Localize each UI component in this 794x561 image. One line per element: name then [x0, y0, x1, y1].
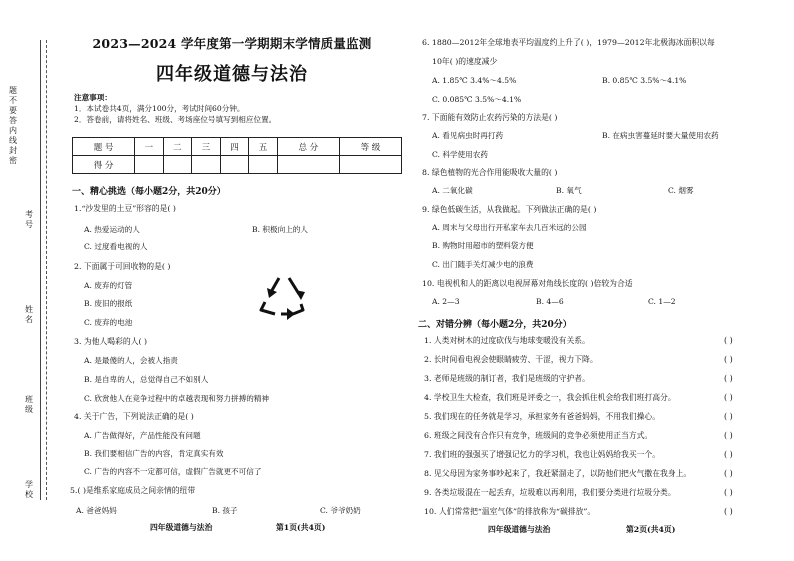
xingming-label: 姓名	[25, 305, 33, 324]
recycle-icon	[257, 270, 313, 322]
judge-5: 5. 我们现在的任务就是学习，承担家务有爸爸妈妈，不用我们操心。	[424, 412, 661, 421]
score-cell: 三	[192, 138, 221, 156]
q4-option-a: A. 广告做得好，产品性能没有问题	[84, 431, 201, 440]
question-3: 3. 为他人喝彩的人( )	[74, 337, 148, 346]
q3-option-a: A. 是最傻的人，会被人指责	[84, 356, 178, 365]
q2-option-c: C. 废弃的电池	[84, 318, 133, 327]
question-5: 5.( )是维系家庭成员之间亲情的纽带	[70, 486, 196, 495]
no-answer-label: 题不要答内线封密	[9, 86, 17, 165]
section-1-heading: 一、精心挑选（每小题2分，共20分）	[72, 187, 226, 197]
q10-option-b: B. 4—6	[536, 297, 564, 306]
score-cell: 二	[163, 138, 192, 156]
footer-page-right: 第2页(共4页)	[626, 525, 676, 534]
q9-option-b: B. 购物时用超市的塑料袋方便	[432, 241, 534, 250]
score-cell: 四	[220, 138, 249, 156]
judge-5-answer[interactable]: ( )	[724, 412, 733, 421]
note-2: 2．答卷前，请将姓名、班级、考场座位号填写到相应位置。	[74, 115, 277, 124]
q10-option-c: C. 1—2	[648, 297, 676, 306]
q9-option-a: A. 周末与父母出行开私家车去几百米远的公园	[432, 223, 587, 232]
score-cell: 总 分	[277, 138, 339, 156]
judge-8: 8. 见父母因为家务事吵起来了，我赶紧溜走了，以防他们把火气撒在我身上。	[424, 469, 692, 478]
q10-option-a: A. 2—3	[432, 297, 460, 306]
q4-option-c: C. 广告的内容不一定都可信，虚假广告就更不可信了	[84, 467, 262, 476]
question-8: 8. 绿色植物的光合作用能吸收大量的( )	[422, 168, 558, 177]
question-6: 6. 1880—2012年全球地表平均温度约上升了( )，1979—2012年北极海冰面积以每	[422, 38, 715, 47]
score-cell: 等 级	[339, 138, 401, 156]
judge-3: 3. 老师是班级的制订者，我们是班级的守护者。	[424, 374, 590, 383]
q3-option-b: B. 是自卑的人，总觉得自己不如别人	[84, 375, 209, 384]
section-2-heading: 二、对错分辨（每小题2分，共20分）	[418, 320, 572, 330]
score-cell: 得 分	[73, 156, 135, 174]
judge-2-answer[interactable]: ( )	[724, 355, 733, 364]
q5-option-a: A. 爸爸妈妈	[76, 506, 117, 515]
xuexiao-label: 学校	[25, 480, 33, 499]
q7-option-a: A. 看见病虫时再打药	[432, 131, 504, 140]
score-table-score-row	[73, 156, 402, 174]
question-10: 10. 电视机和人的距离以电视屏幕对角线长度的( )倍较为合适	[422, 279, 633, 288]
score-input-cell[interactable]	[135, 156, 164, 174]
binding-margin	[0, 0, 62, 561]
score-table	[72, 137, 402, 174]
judge-8-answer[interactable]: ( )	[724, 469, 733, 478]
seal-line	[40, 40, 41, 500]
judge-4: 4. 学校卫生大检查，我们班是评委之一，我会抓住机会给我们班打高分。	[424, 393, 676, 402]
score-input-cell[interactable]	[220, 156, 249, 174]
q8-option-c: C. 烟雾	[668, 186, 694, 195]
q3-option-c: C. 欣赏他人在竞争过程中的卓越表现和努力拼搏的精神	[84, 394, 270, 403]
question-4: 4. 关于广告，下列说法正确的是( )	[74, 412, 194, 421]
q6-option-a: A. 1.85℃ 3.4%～4.5%	[432, 76, 517, 85]
q7-option-c: C. 科学使用农药	[432, 150, 488, 159]
question-9: 9. 绿色低碳生活，从我做起。下列做法正确的是( )	[422, 205, 597, 214]
score-input-cell[interactable]	[163, 156, 192, 174]
q6-option-c: C. 0.085℃ 3.5%～4.1%	[432, 95, 522, 104]
score-input-cell[interactable]	[277, 156, 339, 174]
question-1: 1.“沙发里的土豆”形容的是( )	[74, 204, 176, 213]
q9-option-c: C. 出门随手关灯减少电的浪费	[432, 260, 534, 269]
q1-option-c: C. 过度看电视的人	[84, 242, 148, 251]
judge-10: 10. 人们常常把“温室气体”的排放称为“碳排放”。	[424, 507, 596, 516]
q7-option-b: B. 在病虫害蔓延时要大量使用农药	[602, 131, 719, 140]
q8-option-a: A. 二氧化碳	[432, 186, 473, 195]
score-table-header-row	[73, 138, 402, 156]
q4-option-b: B. 我们要相信广告的内容，肯定真实有效	[84, 449, 224, 458]
score-cell: 五	[249, 138, 278, 156]
notes-heading: 注意事项：	[74, 93, 112, 102]
judge-2: 2. 长时间看电视会使眼睛疲劳、干涩，视力下降。	[424, 355, 598, 364]
score-input-cell[interactable]	[339, 156, 401, 174]
score-cell: 题 号	[73, 138, 135, 156]
kaohao-label: 考号	[25, 210, 33, 229]
notes	[74, 92, 394, 125]
judge-10-answer[interactable]: ( )	[724, 507, 733, 516]
exam-subject: 四年级道德与法治	[156, 64, 308, 85]
judge-6: 6. 班级之间没有合作只有竞争，班级间的竞争必须使用正当方式。	[424, 431, 653, 440]
judge-7: 7. 我们班的强强买了增强记忆力的学习机，我也让妈妈给我买一个。	[424, 450, 661, 459]
q2-option-b: B. 废旧的报纸	[84, 299, 133, 308]
judge-4-answer[interactable]: ( )	[724, 393, 733, 402]
seal-dashed-line	[46, 40, 47, 500]
q8-option-b: B. 氧气	[556, 186, 582, 195]
page-2	[418, 0, 786, 561]
q6-option-b: B. 0.85℃ 3.5%～4.1%	[602, 76, 687, 85]
footer-subject-left: 四年级道德与法治	[150, 523, 213, 532]
q5-option-c: C. 爷爷奶奶	[320, 506, 361, 515]
q5-option-b: B. 孩子	[212, 506, 238, 515]
judge-6-answer[interactable]: ( )	[724, 431, 733, 440]
judge-7-answer[interactable]: ( )	[724, 450, 733, 459]
footer-subject-right: 四年级道德与法治	[488, 525, 551, 534]
page-1	[62, 0, 402, 561]
judge-9-answer[interactable]: ( )	[724, 488, 733, 497]
score-input-cell[interactable]	[249, 156, 278, 174]
score-cell: 一	[135, 138, 164, 156]
q1-option-b: B. 积极向上的人	[252, 225, 308, 234]
score-input-cell[interactable]	[192, 156, 221, 174]
exam-title: 2023—2024 学年度第一学期期末学情质量监测	[92, 36, 372, 51]
judge-9: 9. 各类垃圾混在一起丢弃，垃圾难以再利用，我们要分类进行垃圾分类。	[424, 488, 676, 497]
q2-option-a: A. 废弃的灯管	[84, 281, 133, 290]
question-6-cont: 10年( )的速度减少	[432, 57, 498, 66]
question-2: 2. 下面属于可回收物的是( )	[74, 262, 171, 271]
question-7: 7. 下面能有效防止农药污染的方法是( )	[422, 113, 558, 122]
judge-1: 1. 人类对树木的过度砍伐与地球变暖没有关系。	[424, 336, 590, 345]
judge-3-answer[interactable]: ( )	[724, 374, 733, 383]
judge-1-answer[interactable]: ( )	[724, 336, 733, 345]
q1-option-a: A. 热爱运动的人	[84, 225, 140, 234]
footer-page-left: 第1页(共4页)	[276, 523, 326, 532]
banji-label: 班级	[25, 395, 33, 414]
note-1: 1．本试卷共4页，满分100分，考试时间60分钟。	[74, 104, 245, 113]
